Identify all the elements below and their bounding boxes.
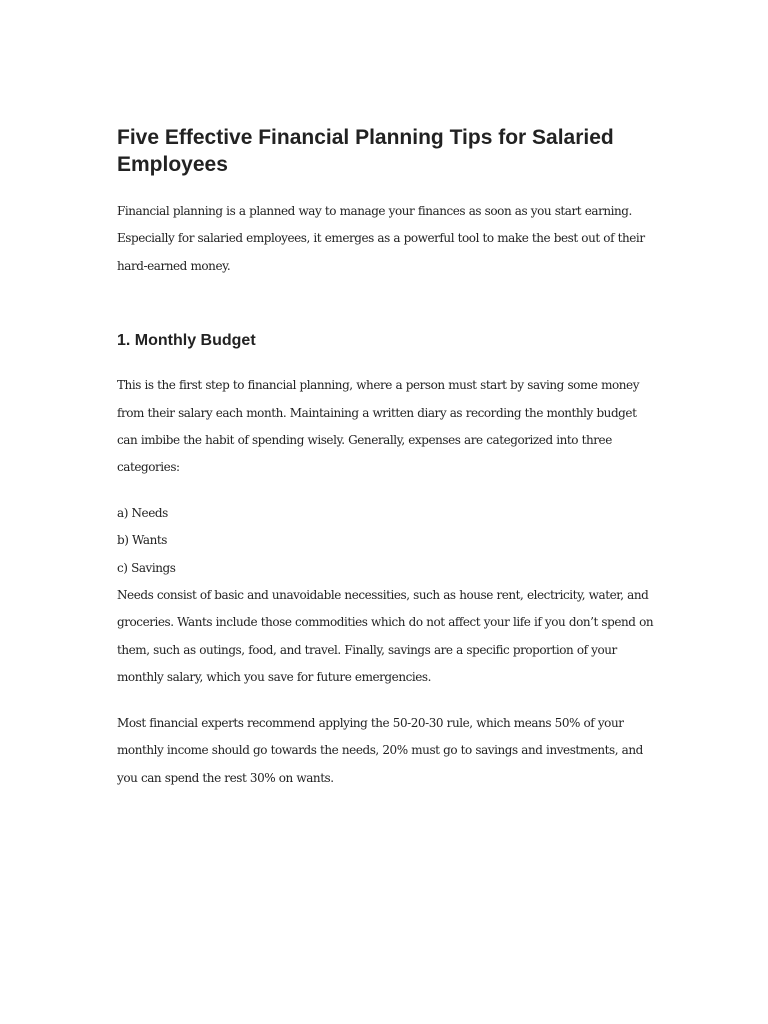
list-item: b) Wants	[117, 533, 167, 548]
monthly-budget-paragraph: This is the first step to financial planning, where a person must start by saving some money from their salary each month. Maintaining a written diary as recording the monthly budget can imbibe the habit of spending wisely. Generally, expenses are categorized into three categories:	[117, 378, 640, 475]
article-title: Five Effective Financial Planning Tips for Salaried Employees	[117, 126, 614, 176]
rule-50-20-30-paragraph: Most financial experts recommend applying the 50-20-30 rule, which means 50% of your monthly income should go towards the needs, 20% must go to savings and investments, and you can spend the rest 30% on wants.	[117, 715, 643, 785]
section-heading-monthly-budget: 1. Monthly Budget	[117, 332, 256, 350]
document-page	[117, 124, 657, 792]
expense-category-list	[117, 500, 657, 582]
list-item: c) Savings	[117, 560, 176, 575]
categories-explanation-paragraph: Needs consist of basic and unavoidable necessities, such as house rent, electricity, water, and groceries. Wants include those commodities which do not affect your life if you don’t spend on them, such as outings, food, and travel. Finally, savings are a specific proportion of your monthly salary, which you save for future emergencies.	[117, 588, 654, 685]
intro-paragraph: Financial planning is a planned way to manage your finances as soon as you start earning. Especially for salaried employees, it emerges as a powerful tool to make the best out of their hard-earned money.	[117, 204, 645, 273]
list-item: a) Needs	[117, 505, 168, 520]
